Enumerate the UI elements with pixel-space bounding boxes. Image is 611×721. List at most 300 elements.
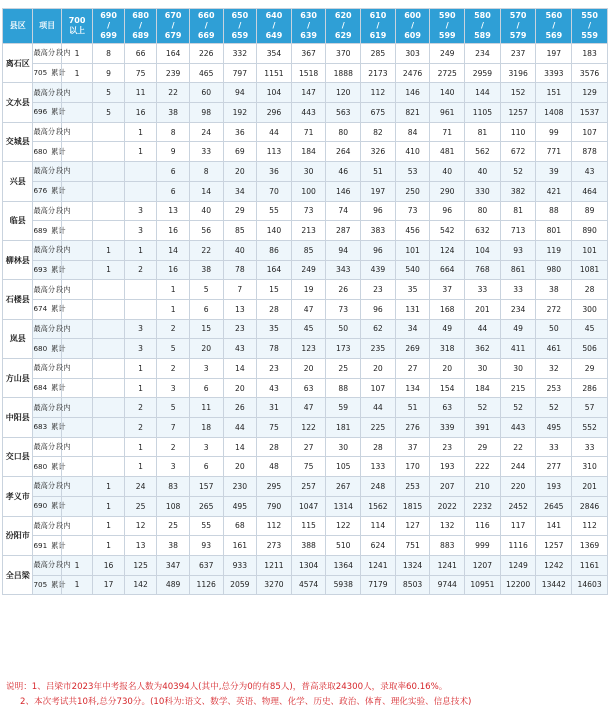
cumulative-count-cell: 10951: [465, 575, 501, 595]
header-range: [223, 9, 257, 44]
top-score: 693: [33, 264, 48, 274]
segment-count-cell: 1: [124, 240, 157, 260]
cumulative-count-cell: 330: [465, 181, 501, 201]
segment-label: 段内: [56, 481, 71, 491]
cumulative-count-cell: 6: [189, 378, 223, 398]
cumulative-count-cell: 154: [430, 378, 465, 398]
segment-count-cell: 5: [157, 398, 190, 418]
segment-count-cell: 49: [500, 319, 536, 339]
segment-count-cell: 201: [572, 477, 608, 497]
table-row: [3, 221, 608, 241]
segment-count-cell: 59: [326, 398, 361, 418]
cumulative-count-cell: 2846: [572, 496, 608, 516]
header-row: [3, 9, 608, 44]
header-range-part: 690: [100, 11, 117, 20]
cumulative-count-cell: 421: [536, 181, 572, 201]
header-range-part: 670: [164, 11, 182, 20]
top-score: 705: [33, 579, 48, 589]
cumulative-count-cell: 310: [572, 457, 608, 477]
cumulative-count-cell: 9744: [430, 575, 465, 595]
cumulative-count-cell: 890: [572, 221, 608, 241]
segment-count-cell: 147: [291, 83, 326, 103]
header-range-part: 570: [509, 11, 527, 20]
max-label: 最高分: [33, 323, 56, 333]
cumulative-count-cell: 489: [157, 575, 190, 595]
cumulative-count-cell: 1537: [572, 103, 608, 123]
segment-count-cell: 115: [291, 516, 326, 536]
segment-count-cell: 144: [465, 83, 501, 103]
segment-label: 段内: [56, 127, 71, 137]
cumulative-count-cell: 28: [257, 299, 292, 319]
segment-count-cell: [93, 398, 125, 418]
header-range: [157, 9, 190, 44]
segment-count-cell: 152: [500, 83, 536, 103]
segment-count-cell: 5: [93, 83, 125, 103]
cumulative-count-cell: 63: [291, 378, 326, 398]
cumulative-count-cell: 3: [157, 378, 190, 398]
cumulative-count-cell: 1: [124, 378, 157, 398]
cumulative-count-cell: 192: [223, 103, 257, 123]
segment-count-cell: 110: [500, 122, 536, 142]
header-item: 项目: [33, 9, 61, 44]
segment-count-cell: 36: [223, 122, 257, 142]
header-range-part: 669: [197, 31, 215, 40]
header-range-part: 550: [581, 11, 598, 20]
segment-count-cell: 20: [291, 359, 326, 379]
header-range-part: 700: [68, 16, 86, 25]
segment-count-cell: 33: [572, 437, 608, 457]
table-header: [3, 9, 608, 44]
segment-count-cell: 5: [189, 280, 223, 300]
top-score: 705: [33, 68, 48, 78]
cumulative-count-cell: [61, 536, 93, 556]
cumulative-label: 累计: [51, 68, 66, 78]
segment-count-cell: 140: [430, 83, 465, 103]
cumulative-count-cell: 861: [500, 260, 536, 280]
segment-count-cell: [93, 319, 125, 339]
segment-count-cell: 347: [157, 555, 190, 575]
header-range-part: 680: [132, 11, 149, 20]
notes: [6, 680, 606, 710]
segment-label: 段内: [56, 363, 71, 373]
max-segment-label: [33, 162, 71, 182]
cumulative-count-cell: 235: [361, 339, 396, 359]
max-label: 最高分: [33, 205, 56, 215]
segment-count-cell: 146: [395, 83, 430, 103]
segment-count-cell: 27: [291, 437, 326, 457]
cumulative-count-cell: [61, 103, 93, 123]
segment-count-cell: 57: [572, 398, 608, 418]
table-row: [3, 359, 608, 379]
cumulative-count-cell: 2: [124, 260, 157, 280]
segment-count-cell: 28: [572, 280, 608, 300]
segment-count-cell: 44: [361, 398, 396, 418]
cumulative-count-cell: 510: [326, 536, 361, 556]
header-range-part: /: [588, 21, 592, 30]
segment-count-cell: 25: [157, 516, 190, 536]
segment-count-cell: 3: [189, 359, 223, 379]
table-row: [3, 122, 608, 142]
segment-count-cell: 3: [124, 319, 157, 339]
cumulative-count-cell: 164: [257, 260, 292, 280]
cumulative-label: 累计: [51, 501, 66, 511]
segment-count-cell: 24: [189, 122, 223, 142]
segment-count-cell: 55: [189, 516, 223, 536]
cumulative-count-cell: 326: [361, 142, 396, 162]
header-range-part: /: [171, 21, 175, 30]
segment-count-cell: 1: [157, 280, 190, 300]
segment-count-cell: 116: [465, 516, 501, 536]
header-range-part: /: [307, 21, 311, 30]
header-range-part: 610: [369, 11, 387, 20]
max-segment-label: [33, 477, 71, 497]
segment-count-cell: 1249: [500, 555, 536, 575]
segment-count-cell: 14: [223, 437, 257, 457]
table-row: [3, 240, 608, 260]
segment-count-cell: 15: [257, 280, 292, 300]
cumulative-count-cell: 443: [291, 103, 326, 123]
cumulative-count-cell: 2173: [361, 63, 396, 83]
segment-count-cell: 38: [536, 280, 572, 300]
top-score-cumulative-label: [33, 536, 66, 556]
table-row: [3, 181, 608, 201]
cumulative-count-cell: 38: [157, 536, 190, 556]
table-row: [3, 201, 608, 221]
segment-label: 段内: [56, 205, 71, 215]
top-score: 689: [33, 225, 48, 235]
segment-count-cell: 637: [189, 555, 223, 575]
cumulative-count-cell: 1815: [395, 496, 430, 516]
segment-count-cell: 73: [291, 201, 326, 221]
cumulative-count-cell: 20: [189, 339, 223, 359]
top-score-cumulative-label: [33, 457, 66, 477]
region-name: 交口县: [3, 437, 33, 476]
cumulative-count-cell: 821: [395, 103, 430, 123]
cumulative-count-cell: 85: [223, 221, 257, 241]
segment-count-cell: 16: [93, 555, 125, 575]
header-range-part: 639: [300, 31, 317, 40]
header-range: [361, 9, 396, 44]
top-score: 680: [33, 343, 48, 353]
segment-count-cell: 2: [157, 319, 190, 339]
cumulative-count-cell: 75: [291, 457, 326, 477]
cumulative-count-cell: 9: [157, 142, 190, 162]
segment-count-cell: 68: [223, 516, 257, 536]
cumulative-count-cell: [124, 299, 157, 319]
cumulative-count-cell: 105: [326, 457, 361, 477]
header-range-part: /: [480, 21, 484, 30]
cumulative-count-cell: 265: [189, 496, 223, 516]
cumulative-count-cell: [93, 378, 125, 398]
segment-count-cell: 74: [326, 201, 361, 221]
cumulative-count-cell: 184: [465, 378, 501, 398]
header-range-part: /: [107, 21, 111, 30]
segment-count-cell: 53: [395, 162, 430, 182]
cumulative-count-cell: 173: [326, 339, 361, 359]
cumulative-count-cell: 1: [61, 575, 93, 595]
region-name: 文水县: [3, 83, 33, 122]
segment-count-cell: 117: [500, 516, 536, 536]
segment-count-cell: 27: [395, 359, 430, 379]
cumulative-count-cell: 1116: [500, 536, 536, 556]
top-score: 691: [33, 540, 48, 550]
cumulative-count-cell: 131: [395, 299, 430, 319]
top-score-cumulative-label: [33, 496, 66, 516]
cumulative-count-cell: 6: [189, 299, 223, 319]
header-range-part: /: [238, 21, 242, 30]
segment-count-cell: 50: [326, 319, 361, 339]
segment-count-cell: 230: [223, 477, 257, 497]
cumulative-count-cell: 456: [395, 221, 430, 241]
header-range-part: 580: [474, 11, 491, 20]
cumulative-count-cell: [124, 181, 157, 201]
segment-count-cell: 52: [500, 398, 536, 418]
segment-count-cell: 151: [536, 83, 572, 103]
cumulative-count-cell: 768: [465, 260, 501, 280]
segment-label: 段内: [56, 48, 71, 58]
max-label: 最高分: [33, 87, 56, 97]
header-range-part: 699: [100, 31, 117, 40]
cumulative-label: 累计: [51, 540, 66, 550]
segment-count-cell: 37: [395, 437, 430, 457]
cumulative-count-cell: 410: [395, 142, 430, 162]
segment-count-cell: 43: [572, 162, 608, 182]
cumulative-count-cell: [93, 418, 125, 438]
cumulative-count-cell: 16: [124, 103, 157, 123]
header-range: [326, 9, 361, 44]
header-range: [124, 9, 157, 44]
segment-count-cell: 40: [430, 162, 465, 182]
segment-count-cell: 37: [430, 280, 465, 300]
cumulative-count-cell: 20: [223, 378, 257, 398]
segment-count-cell: 26: [223, 398, 257, 418]
segment-count-cell: 30: [291, 162, 326, 182]
cumulative-count-cell: 383: [361, 221, 396, 241]
cumulative-label: 累计: [51, 304, 66, 314]
cumulative-count-cell: 624: [361, 536, 396, 556]
max-label: 最高分: [33, 127, 56, 137]
segment-count-cell: 96: [361, 201, 396, 221]
segment-count-cell: 125: [124, 555, 157, 575]
segment-count-cell: 119: [536, 240, 572, 260]
cumulative-count-cell: 1: [157, 299, 190, 319]
segment-count-cell: [93, 162, 125, 182]
cumulative-count-cell: 1126: [189, 575, 223, 595]
cumulative-count-cell: 296: [257, 103, 292, 123]
top-score-cumulative-label: [33, 575, 66, 595]
cumulative-count-cell: 184: [291, 142, 326, 162]
segment-count-cell: 249: [430, 44, 465, 64]
segment-count-cell: 29: [223, 201, 257, 221]
cumulative-count-cell: 481: [430, 142, 465, 162]
segment-count-cell: 141: [536, 516, 572, 536]
cumulative-count-cell: 391: [465, 418, 501, 438]
header-range-part: /: [204, 21, 208, 30]
cumulative-count-cell: 3270: [257, 575, 292, 595]
max-segment-label: [33, 516, 71, 536]
segment-label: 段内: [56, 166, 71, 176]
segment-count-cell: 2: [157, 437, 190, 457]
cumulative-count-cell: 75: [257, 418, 292, 438]
segment-count-cell: 23: [430, 437, 465, 457]
table-row: [3, 575, 608, 595]
table-row: [3, 457, 608, 477]
cumulative-count-cell: 25: [124, 496, 157, 516]
segment-count-cell: 1207: [465, 555, 501, 575]
cumulative-count-cell: 273: [257, 536, 292, 556]
segment-count-cell: 267: [326, 477, 361, 497]
region-name: 交城县: [3, 122, 33, 161]
cumulative-count-cell: 1562: [361, 496, 396, 516]
segment-count-cell: 22: [189, 240, 223, 260]
segment-count-cell: 24: [124, 477, 157, 497]
cumulative-count-cell: 20: [223, 457, 257, 477]
cumulative-count-cell: 2232: [465, 496, 501, 516]
cumulative-count-cell: 1: [124, 457, 157, 477]
segment-count-cell: 35: [257, 319, 292, 339]
segment-count-cell: 1241: [361, 555, 396, 575]
top-score: 674: [33, 304, 48, 314]
table-row: [3, 299, 608, 319]
segment-count-cell: 94: [326, 240, 361, 260]
cumulative-count-cell: 244: [500, 457, 536, 477]
header-range-part: /: [376, 21, 380, 30]
cumulative-count-cell: 1518: [291, 63, 326, 83]
segment-count-cell: 52: [536, 398, 572, 418]
cumulative-count-cell: 78: [257, 339, 292, 359]
segment-count-cell: 122: [326, 516, 361, 536]
header-range-part: 650: [231, 11, 249, 20]
cumulative-count-cell: 771: [536, 142, 572, 162]
segment-count-cell: 52: [465, 398, 501, 418]
region-name: 汾阳市: [3, 516, 33, 555]
top-score-cumulative-label: [33, 103, 66, 123]
top-score-cumulative-label: [33, 63, 66, 83]
segment-count-cell: 30: [465, 359, 501, 379]
segment-count-cell: 55: [257, 201, 292, 221]
segment-count-cell: 83: [157, 477, 190, 497]
segment-count-cell: 96: [430, 201, 465, 221]
segment-count-cell: 22: [500, 437, 536, 457]
top-score: 696: [33, 107, 48, 117]
header-region: 县区: [3, 9, 33, 44]
top-score-cumulative-label: [33, 299, 66, 319]
cumulative-count-cell: [61, 221, 93, 241]
segment-count-cell: 124: [430, 240, 465, 260]
header-range-part: 640: [265, 11, 283, 20]
region-name: 岚县: [3, 319, 33, 358]
header-range-part: 569: [545, 31, 563, 40]
max-label: 最高分: [33, 442, 56, 452]
segment-count-cell: 104: [257, 83, 292, 103]
cumulative-count-cell: 1: [93, 260, 125, 280]
segment-count-cell: 112: [257, 516, 292, 536]
cumulative-count-cell: 388: [291, 536, 326, 556]
cumulative-count-cell: 193: [430, 457, 465, 477]
segment-label: 段内: [56, 442, 71, 452]
cumulative-count-cell: 6: [157, 181, 190, 201]
cumulative-label: 累计: [51, 383, 66, 393]
segment-count-cell: 248: [361, 477, 396, 497]
cumulative-count-cell: 113: [257, 142, 292, 162]
segment-label: 段内: [56, 245, 71, 255]
cumulative-count-cell: 2: [124, 418, 157, 438]
segment-count-cell: 51: [395, 398, 430, 418]
table-row: [3, 162, 608, 182]
header-range-part: /: [445, 21, 449, 30]
max-segment-label: [33, 319, 71, 339]
header-range: [430, 9, 465, 44]
cumulative-count-cell: 48: [257, 457, 292, 477]
cumulative-count-cell: 562: [465, 142, 501, 162]
cumulative-count-cell: 1047: [291, 496, 326, 516]
max-label: 最高分: [33, 363, 56, 373]
cumulative-count-cell: 790: [257, 496, 292, 516]
cumulative-count-cell: 78: [223, 260, 257, 280]
segment-count-cell: 94: [223, 83, 257, 103]
header-range: [61, 9, 93, 44]
cumulative-count-cell: 461: [536, 339, 572, 359]
segment-count-cell: 33: [465, 280, 501, 300]
table-row: [3, 280, 608, 300]
cumulative-count-cell: 12200: [500, 575, 536, 595]
table-row: [3, 83, 608, 103]
cumulative-count-cell: 980: [536, 260, 572, 280]
segment-count-cell: 220: [500, 477, 536, 497]
cumulative-count-cell: 664: [430, 260, 465, 280]
cumulative-count-cell: 7: [157, 418, 190, 438]
segment-count-cell: 7: [223, 280, 257, 300]
segment-count-cell: [93, 359, 125, 379]
top-score: 680: [33, 461, 48, 471]
cumulative-count-cell: 7179: [361, 575, 396, 595]
max-label: 最高分: [33, 520, 56, 530]
table-row: [3, 555, 608, 575]
header-range-part: 629: [334, 31, 352, 40]
segment-count-cell: 3: [124, 201, 157, 221]
segment-count-cell: 112: [572, 516, 608, 536]
segment-count-cell: 51: [361, 162, 396, 182]
segment-count-cell: 71: [291, 122, 326, 142]
segment-count-cell: 127: [395, 516, 430, 536]
segment-count-cell: 29: [465, 437, 501, 457]
segment-count-cell: 210: [465, 477, 501, 497]
cumulative-count-cell: [61, 496, 93, 516]
cumulative-count-cell: 2022: [430, 496, 465, 516]
segment-count-cell: 28: [361, 437, 396, 457]
header-range: [572, 9, 608, 44]
cumulative-label: 累计: [51, 422, 66, 432]
table-row: [3, 378, 608, 398]
segment-count-cell: 114: [361, 516, 396, 536]
cumulative-count-cell: 1081: [572, 260, 608, 280]
cumulative-count-cell: 98: [189, 103, 223, 123]
header-range-part: /: [411, 21, 415, 30]
max-label: 最高分: [33, 481, 56, 491]
cumulative-count-cell: 1408: [536, 103, 572, 123]
cumulative-count-cell: 69: [223, 142, 257, 162]
top-score: 684: [33, 383, 48, 393]
segment-count-cell: 1: [124, 359, 157, 379]
header-range-part: 559: [581, 31, 598, 40]
segment-count-cell: 207: [430, 477, 465, 497]
cumulative-count-cell: 878: [572, 142, 608, 162]
cumulative-count-cell: 6: [189, 457, 223, 477]
cumulative-label: 累计: [51, 146, 66, 156]
segment-count-cell: 8: [93, 44, 125, 64]
segment-count-cell: 93: [500, 240, 536, 260]
table-body: [3, 44, 608, 595]
